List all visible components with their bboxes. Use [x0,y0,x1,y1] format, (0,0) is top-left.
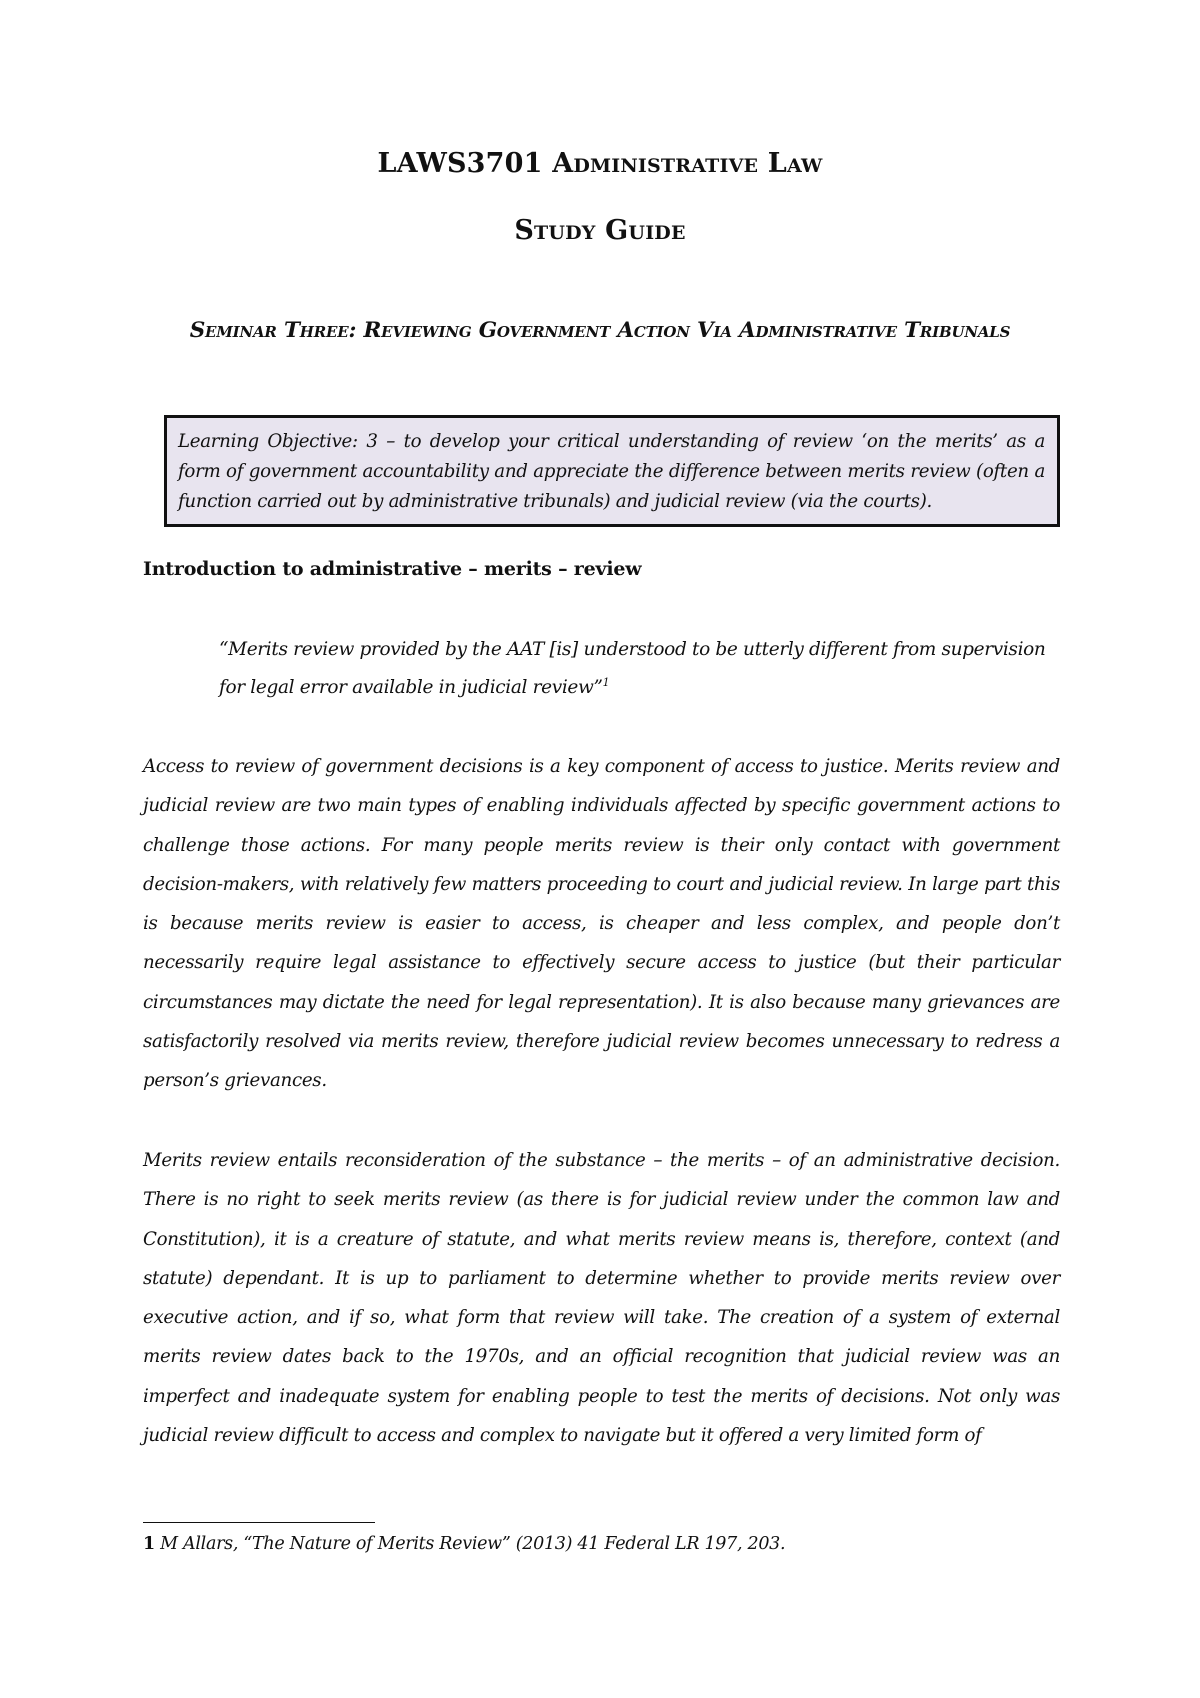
learning-objective-text: Learning Objective: 3 – to develop your critical understanding of review ‘on the merits’ as a form of government accountability and appreciate the difference between merits review (often a function carried out by administrative tribunals) and judicial review (via the courts). [178,431,1045,512]
learning-objective-box [164,415,1060,527]
footnote [143,1531,785,1557]
footnote-text: M Allars, “The Nature of Merits Review” (2013) 41 Federal LR 197, 203. [160,1534,786,1554]
course-title: LAWS3701 Administrative Law [377,148,823,179]
study-guide-title: Study Guide [514,215,686,246]
section-heading: Introduction to administrative – merits – review [143,558,642,580]
footnote-separator [143,1522,375,1523]
body-paragraph: Merits review entails reconsideration of the substance – the merits – of an administrative decision. There is no right to seek merits review (as there is for judicial review under the common law and Constitution), it is a creature of statute, and what merits review means is, therefore, context (and statute) dependant. It is up to parliament to determine whether to provide merits review over executive action, and if so, what form that review will take. The creation of a system of external merits review dates back to the 1970s, and an official recognition that judicial review was an imperfect and inadequate system for enabling people to test the merits of decisions. Not only was judicial review difficult to access and complex to navigate but it offered a very limited form of [143,1150,1060,1447]
block-quote [219,631,1059,707]
footnote-reference[interactable]: 1 [602,675,610,689]
seminar-title: Seminar Three: Reviewing Government Action Via Administrative Tribunals [189,318,1011,343]
quote-text: “Merits review provided by the AAT [is] understood to be utterly different from supervision for legal error available in judicial review” [219,639,1046,698]
footnote-number: 1 [143,1534,155,1554]
body-paragraph: Access to review of government decisions is a key component of access to justice. Merits review and judicial review are two main types of enabling individuals affected by specific government actions to challenge those actions. For many people merits review is their only contact with government decision-makers, with relatively few matters proceeding to court and judicial review. In large part this is because merits review is easier to access, is cheaper and less complex, and people don’t necessarily require legal assistance to effectively secure access to justice (but their particular circumstances may dictate the need for legal representation). It is also because many grievances are satisfactorily resolved via merits review, therefore judicial review becomes unnecessary to redress a person’s grievances. [143,756,1060,1092]
